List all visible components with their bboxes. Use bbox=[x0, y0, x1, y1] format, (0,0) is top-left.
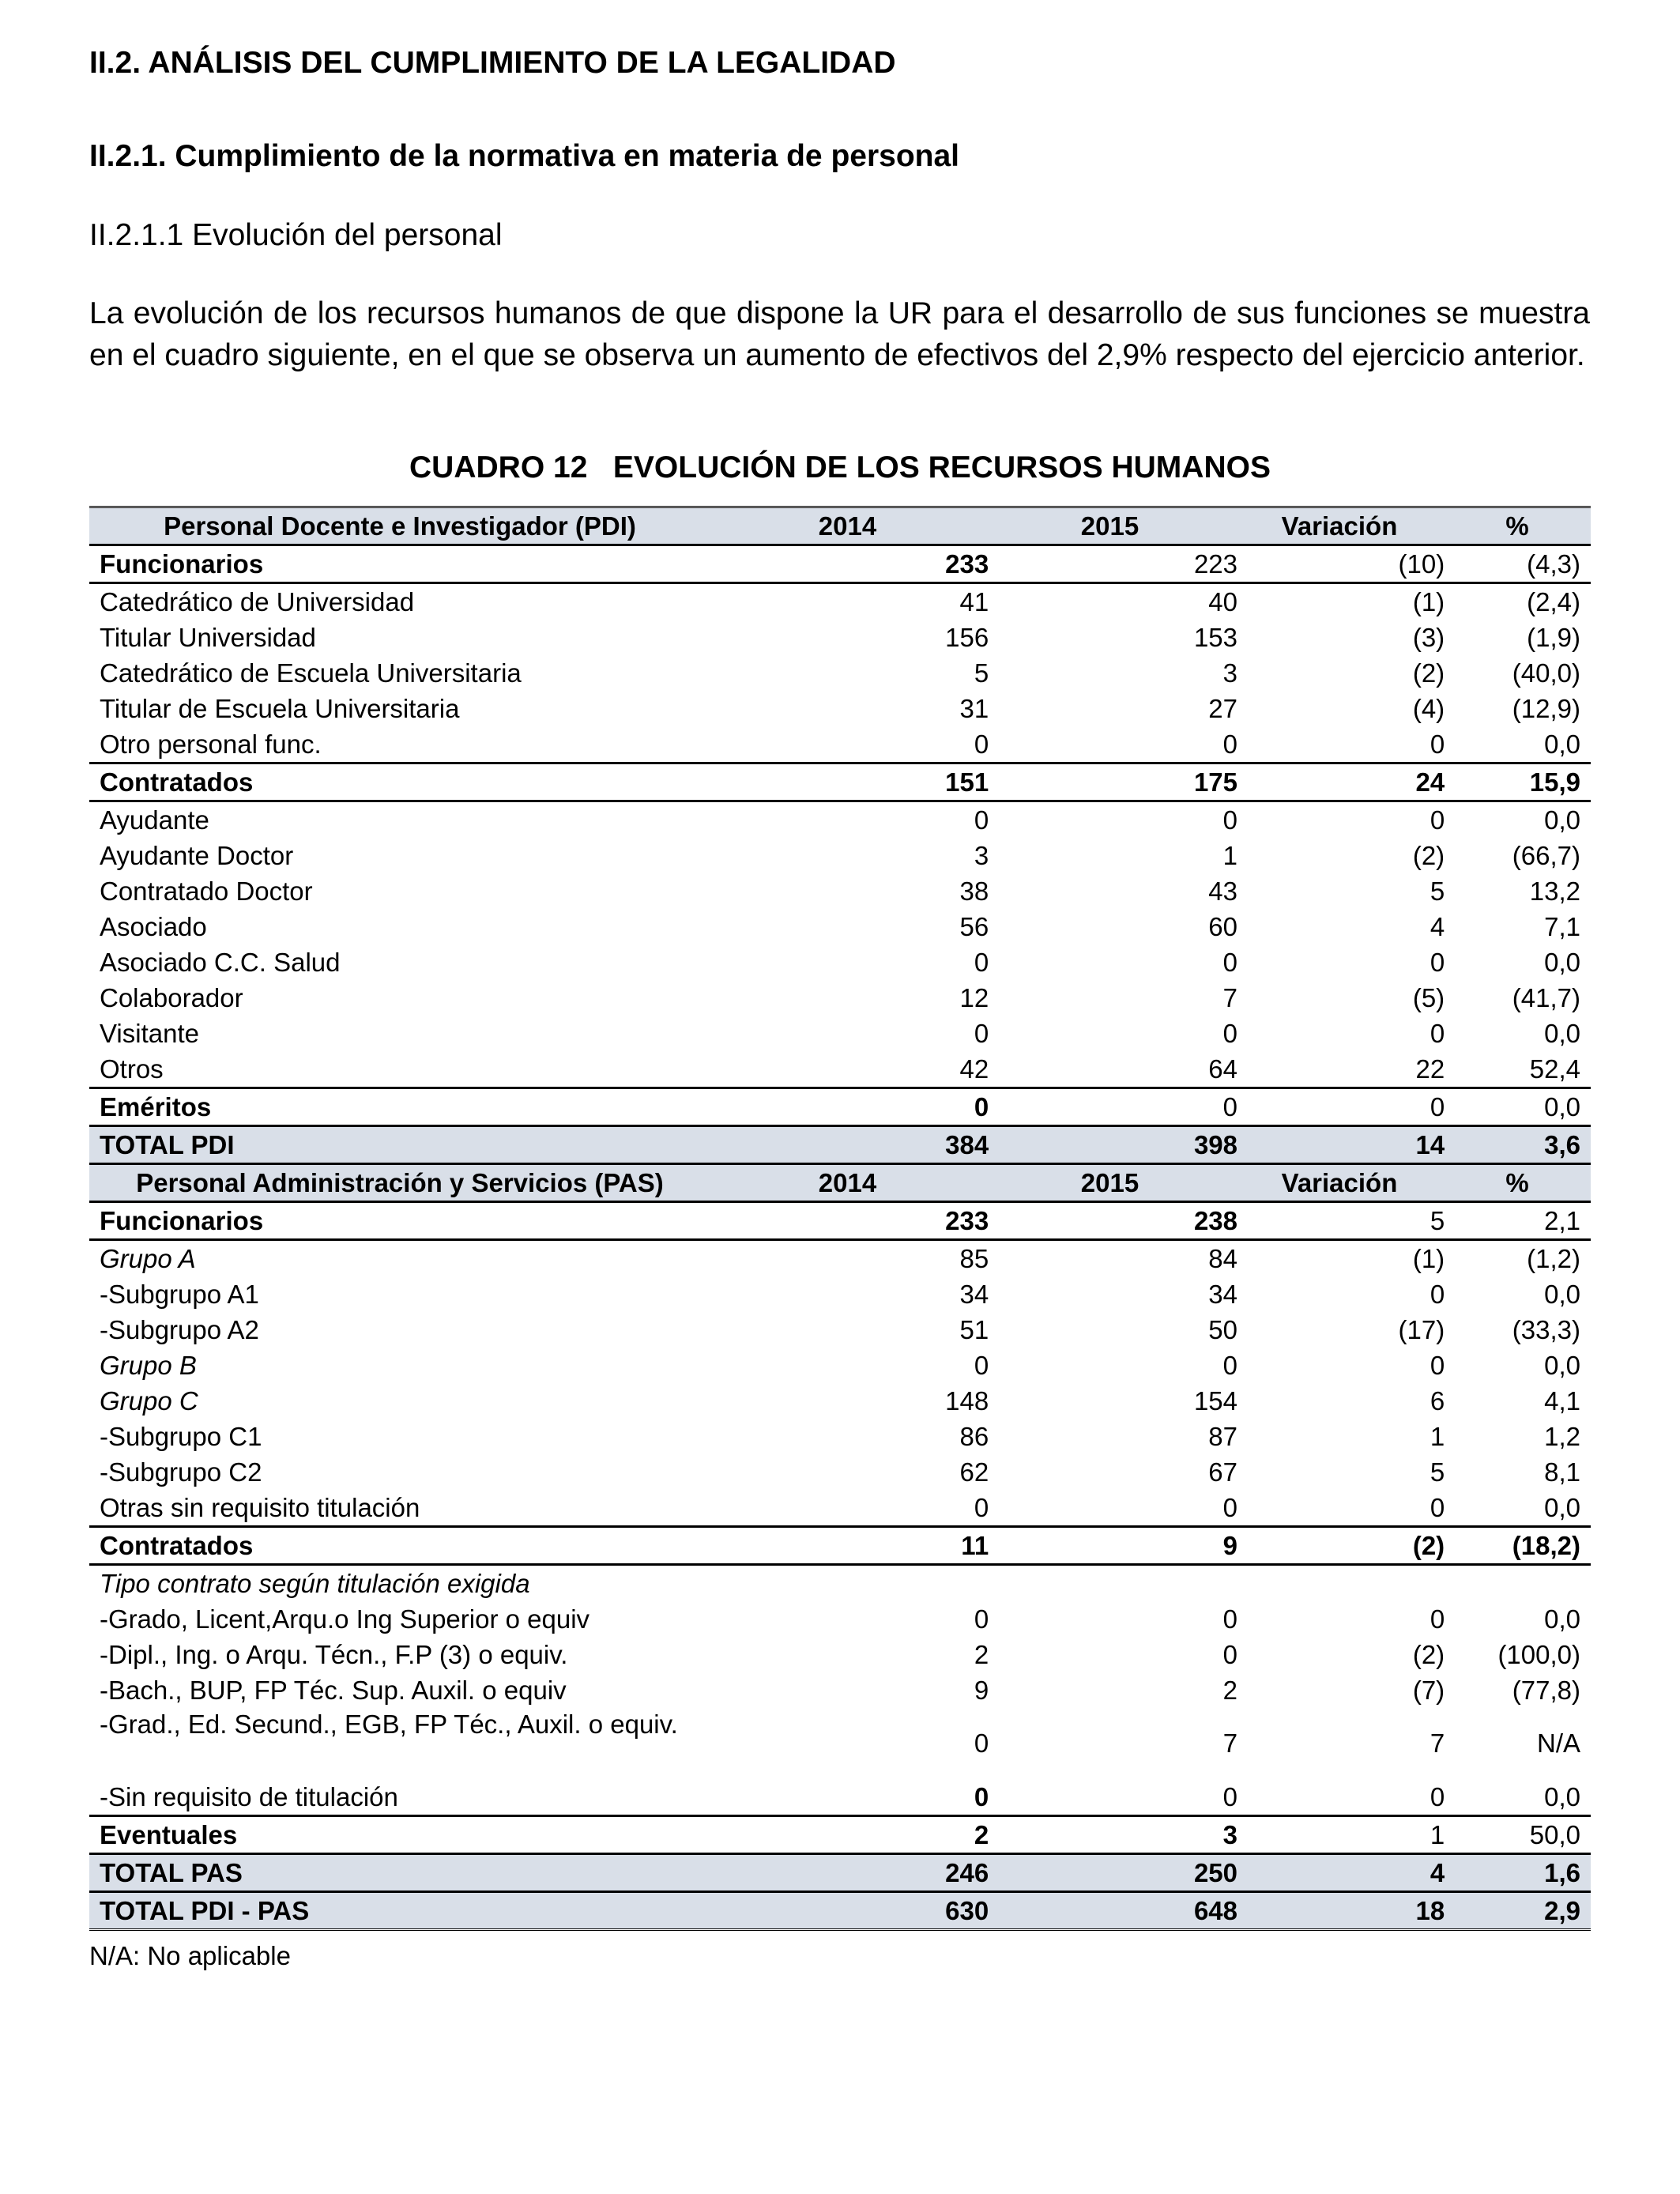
cell: 6 bbox=[1430, 1386, 1445, 1416]
cell: 151 bbox=[945, 767, 989, 797]
cell: 223 bbox=[1193, 549, 1237, 579]
cell: (5) bbox=[1412, 983, 1445, 1012]
cell: 0 bbox=[974, 1493, 989, 1522]
cell: 0 bbox=[1430, 805, 1445, 835]
hr-evolution-table bbox=[89, 506, 1591, 1931]
cell: (3) bbox=[1412, 623, 1445, 652]
cell: 0,0 bbox=[1544, 948, 1580, 977]
cell: 1,6 bbox=[1544, 1858, 1580, 1887]
table-row bbox=[89, 1490, 1591, 1525]
row-label: -Grado, Licent,Arqu.o Ing Superior o equiv bbox=[100, 1604, 590, 1634]
cell: 0 bbox=[974, 1092, 989, 1122]
cell: (2) bbox=[1412, 1531, 1445, 1560]
table-row bbox=[89, 1312, 1591, 1348]
cell: (7) bbox=[1412, 1676, 1445, 1705]
row-label: -Grad., Ed. Secund., EGB, FP Téc., Auxil. o equiv. bbox=[100, 1710, 678, 1739]
cell: 12 bbox=[959, 983, 989, 1012]
cell: 86 bbox=[959, 1422, 989, 1451]
cell: 14 bbox=[1415, 1130, 1445, 1159]
group-row bbox=[89, 1525, 1591, 1566]
cell: 1,2 bbox=[1544, 1422, 1580, 1451]
cell: (12,9) bbox=[1512, 694, 1580, 723]
table-row bbox=[89, 584, 1591, 620]
row-label: Contratados bbox=[100, 1531, 254, 1560]
cell: 0 bbox=[1430, 948, 1445, 977]
cell: 51 bbox=[959, 1315, 989, 1344]
row-label: -Subgrupo A2 bbox=[100, 1315, 259, 1344]
cell: 7 bbox=[1430, 1728, 1445, 1758]
table-row bbox=[89, 1419, 1591, 1454]
cell: 64 bbox=[1208, 1054, 1237, 1084]
row-label: -Dipl., Ing. o Arqu. Técn., F.P (3) o equiv. bbox=[100, 1640, 568, 1669]
cell: (2,4) bbox=[1527, 587, 1580, 616]
cell: 156 bbox=[945, 623, 989, 652]
cell: 233 bbox=[945, 1206, 989, 1235]
cell: 7 bbox=[1222, 1728, 1238, 1758]
cell: 384 bbox=[945, 1130, 989, 1159]
row-label: Grupo C bbox=[100, 1386, 198, 1416]
cell: 2 bbox=[1222, 1676, 1237, 1705]
header-cell: 2015 bbox=[1080, 1168, 1139, 1197]
table-row bbox=[89, 1241, 1591, 1276]
row-label: Otro personal func. bbox=[100, 729, 322, 759]
cell: 0 bbox=[1430, 1019, 1445, 1048]
cell: 2 bbox=[974, 1640, 989, 1669]
row-label: -Bach., BUP, FP Téc. Sup. Auxil. o equiv bbox=[100, 1676, 567, 1705]
cell: 27 bbox=[1208, 694, 1237, 723]
cell: 34 bbox=[959, 1280, 989, 1309]
cell: 2,1 bbox=[1544, 1206, 1580, 1235]
total-row bbox=[89, 1127, 1591, 1163]
cell: 8,1 bbox=[1544, 1457, 1580, 1487]
row-label: Eméritos bbox=[100, 1092, 212, 1122]
header-cell: 2015 bbox=[1080, 511, 1139, 541]
cell: 0 bbox=[974, 948, 989, 977]
grand-total-row bbox=[89, 1891, 1591, 1928]
cell: 0,0 bbox=[1544, 729, 1580, 759]
contract-type-label: Tipo contrato según titulación exigida bbox=[100, 1569, 530, 1598]
cell: (4,3) bbox=[1527, 549, 1580, 579]
header-cell: 2014 bbox=[818, 511, 877, 541]
cell: 0 bbox=[1430, 729, 1445, 759]
cell: 250 bbox=[1193, 1858, 1237, 1887]
cell: 0,0 bbox=[1544, 1280, 1580, 1309]
cell: 398 bbox=[1193, 1130, 1237, 1159]
cell: 0 bbox=[974, 1604, 989, 1634]
cell: 0 bbox=[974, 1728, 989, 1758]
row-label: Catedrático de Escuela Universitaria bbox=[100, 658, 522, 688]
table-row bbox=[89, 1348, 1591, 1383]
table-row bbox=[89, 1566, 1591, 1601]
cell: 0 bbox=[1222, 1782, 1237, 1811]
cell: (2) bbox=[1412, 658, 1445, 688]
table-row bbox=[89, 726, 1591, 762]
cell: 4 bbox=[1430, 1858, 1445, 1887]
cell: 0 bbox=[1222, 1640, 1237, 1669]
group-row bbox=[89, 546, 1591, 584]
table-footnote: N/A: No aplicable bbox=[89, 1941, 291, 1970]
row-label: Eventuales bbox=[100, 1820, 238, 1849]
cell: 2,9 bbox=[1544, 1896, 1580, 1925]
cell: (2) bbox=[1412, 841, 1445, 870]
cell: 0 bbox=[974, 1351, 989, 1380]
cell: 42 bbox=[959, 1054, 989, 1084]
cell: 0 bbox=[1222, 1604, 1237, 1634]
cell: (100,0) bbox=[1497, 1640, 1580, 1669]
cell: (1) bbox=[1412, 587, 1445, 616]
cell: 0,0 bbox=[1544, 1019, 1580, 1048]
row-label: Visitante bbox=[100, 1019, 199, 1048]
header-cell: Variación bbox=[1281, 1168, 1398, 1197]
cell: 0 bbox=[1222, 1092, 1237, 1122]
header-cell: Personal Administración y Servicios (PAS) bbox=[136, 1168, 664, 1197]
group-row bbox=[89, 1203, 1591, 1241]
cell: 233 bbox=[945, 549, 989, 579]
cell: 50,0 bbox=[1529, 1820, 1580, 1849]
cell: 22 bbox=[1415, 1054, 1445, 1084]
cell: 0 bbox=[1430, 1351, 1445, 1380]
cell: 0,0 bbox=[1544, 1351, 1580, 1380]
cell: (1) bbox=[1412, 1244, 1445, 1273]
row-label: Ayudante bbox=[100, 805, 209, 835]
cell: 9 bbox=[974, 1676, 989, 1705]
cell: 238 bbox=[1193, 1206, 1237, 1235]
header-cell: Variación bbox=[1281, 511, 1398, 541]
section-heading: II.2. ANÁLISIS DEL CUMPLIMIENTO DE LA LEGALIDAD bbox=[89, 46, 896, 80]
cell: 0 bbox=[974, 805, 989, 835]
row-label: TOTAL PAS bbox=[100, 1858, 243, 1887]
cell: 0 bbox=[1430, 1604, 1445, 1634]
cell: (33,3) bbox=[1512, 1315, 1580, 1344]
row-label: -Sin requisito de titulación bbox=[100, 1782, 398, 1811]
row-label: Catedrático de Universidad bbox=[100, 587, 415, 616]
table-row bbox=[89, 1708, 1591, 1779]
cell: 648 bbox=[1193, 1896, 1237, 1925]
cell: 7,1 bbox=[1544, 912, 1580, 941]
row-label: Asociado C.C. Salud bbox=[100, 948, 341, 977]
cell: 0 bbox=[974, 729, 989, 759]
cell: 246 bbox=[945, 1858, 989, 1887]
table-row bbox=[89, 1383, 1591, 1419]
cell: 3 bbox=[1222, 1820, 1237, 1849]
cell: 40 bbox=[1208, 587, 1237, 616]
cell: 52,4 bbox=[1529, 1054, 1580, 1084]
cell: 41 bbox=[959, 587, 989, 616]
pas-header-row bbox=[89, 1163, 1591, 1203]
cell: 0 bbox=[1222, 805, 1237, 835]
row-label: Asociado bbox=[100, 912, 207, 941]
row-label: TOTAL PDI - PAS bbox=[100, 1896, 310, 1925]
cell: 5 bbox=[974, 658, 989, 688]
cell: 153 bbox=[1193, 623, 1237, 652]
cell: N/A bbox=[1536, 1728, 1580, 1758]
row-label: Ayudante Doctor bbox=[100, 841, 294, 870]
cell: 56 bbox=[959, 912, 989, 941]
row-label: Colaborador bbox=[100, 983, 243, 1012]
row-label: Funcionarios bbox=[100, 1206, 264, 1235]
cell: 0 bbox=[1222, 1493, 1237, 1522]
cell: (77,8) bbox=[1512, 1676, 1580, 1705]
cell: 87 bbox=[1208, 1422, 1237, 1451]
cell: 5 bbox=[1430, 1206, 1445, 1235]
cell: 0 bbox=[974, 1782, 989, 1811]
cell: 2 bbox=[974, 1820, 989, 1849]
table-row bbox=[89, 1051, 1591, 1087]
table-row bbox=[89, 802, 1591, 838]
row-label: Otros bbox=[100, 1054, 164, 1084]
cell: (1,2) bbox=[1527, 1244, 1580, 1273]
cell: 0,0 bbox=[1544, 1604, 1580, 1634]
cell: 38 bbox=[959, 876, 989, 906]
row-label: -Subgrupo C2 bbox=[100, 1457, 262, 1487]
cell: 3,6 bbox=[1544, 1130, 1580, 1159]
cell: 15,9 bbox=[1529, 767, 1580, 797]
cell: 24 bbox=[1415, 767, 1445, 797]
cell: (41,7) bbox=[1512, 983, 1580, 1012]
cell: 0,0 bbox=[1544, 1782, 1580, 1811]
table-row bbox=[89, 909, 1591, 944]
table-row bbox=[89, 1454, 1591, 1490]
row-label: Titular Universidad bbox=[100, 623, 316, 652]
cell: 0 bbox=[1222, 729, 1237, 759]
total-row bbox=[89, 1855, 1591, 1891]
header-cell: % bbox=[1505, 511, 1529, 541]
row-label: Contratado Doctor bbox=[100, 876, 313, 906]
cell: 18 bbox=[1415, 1896, 1445, 1925]
table-row bbox=[89, 980, 1591, 1016]
table-row bbox=[89, 1779, 1591, 1815]
cell: (4) bbox=[1412, 694, 1445, 723]
cell: 0,0 bbox=[1544, 1092, 1580, 1122]
cell: 0 bbox=[1222, 1019, 1237, 1048]
cell: 7 bbox=[1222, 983, 1237, 1012]
cell: 175 bbox=[1193, 767, 1237, 797]
row-label: Contratados bbox=[100, 767, 254, 797]
cell: 50 bbox=[1208, 1315, 1237, 1344]
table-row bbox=[89, 1276, 1591, 1312]
cell: 11 bbox=[961, 1531, 989, 1560]
header-cell: % bbox=[1505, 1168, 1529, 1197]
cell: 31 bbox=[959, 694, 989, 723]
table-row bbox=[89, 838, 1591, 873]
cell: 1 bbox=[1430, 1820, 1445, 1849]
cell: 0 bbox=[1430, 1280, 1445, 1309]
subsection-heading: II.2.1. Cumplimiento de la normativa en materia de personal bbox=[89, 139, 959, 173]
table-row bbox=[89, 873, 1591, 909]
row-label: Grupo B bbox=[100, 1351, 197, 1380]
table-row bbox=[89, 655, 1591, 691]
cell: (10) bbox=[1398, 549, 1445, 579]
table-row bbox=[89, 944, 1591, 980]
subsubsection-heading: II.2.1.1 Evolución del personal bbox=[89, 218, 503, 252]
cell: 13,2 bbox=[1529, 876, 1580, 906]
cell: 1 bbox=[1222, 841, 1237, 870]
cell: 0,0 bbox=[1544, 1493, 1580, 1522]
cell: 630 bbox=[945, 1896, 989, 1925]
cell: 0 bbox=[1430, 1782, 1445, 1811]
cell: 154 bbox=[1193, 1386, 1237, 1416]
row-label: -Subgrupo C1 bbox=[100, 1422, 262, 1451]
cell: 3 bbox=[1222, 658, 1237, 688]
cell: 62 bbox=[959, 1457, 989, 1487]
cell: 5 bbox=[1430, 876, 1445, 906]
cell: (2) bbox=[1412, 1640, 1445, 1669]
table-row bbox=[89, 620, 1591, 655]
cell: 0,0 bbox=[1544, 805, 1580, 835]
table-row bbox=[89, 691, 1591, 726]
table-caption: CUADRO 12 EVOLUCIÓN DE LOS RECURSOS HUMANOS bbox=[409, 450, 1271, 484]
cell: 148 bbox=[945, 1386, 989, 1416]
cell: 0 bbox=[974, 1019, 989, 1048]
pdi-header-row bbox=[89, 508, 1591, 546]
cell: 0 bbox=[1430, 1493, 1445, 1522]
group-row bbox=[89, 1815, 1591, 1855]
table-row bbox=[89, 1672, 1591, 1708]
cell: 1 bbox=[1430, 1422, 1445, 1451]
header-cell: Personal Docente e Investigador (PDI) bbox=[164, 511, 636, 541]
group-row bbox=[89, 762, 1591, 802]
table-row bbox=[89, 1601, 1591, 1637]
cell: 85 bbox=[959, 1244, 989, 1273]
cell: 0 bbox=[1222, 1351, 1237, 1380]
cell: 0 bbox=[1222, 948, 1237, 977]
intro-paragraph: La evolución de los recursos humanos de que dispone la UR para el desarrollo de sus funciones se muestra en el cuadro siguiente, en el que se observa un aumento de efectivos del 2,9% respecto del ejercicio anterior. bbox=[89, 296, 1590, 372]
cell: 34 bbox=[1208, 1280, 1237, 1309]
cell: 0 bbox=[1430, 1092, 1445, 1122]
cell: (18,2) bbox=[1512, 1531, 1580, 1560]
cell: 9 bbox=[1222, 1531, 1237, 1560]
cell: 4 bbox=[1430, 912, 1445, 941]
header-cell: 2014 bbox=[818, 1168, 877, 1197]
cell: 43 bbox=[1208, 876, 1237, 906]
cell: (1,9) bbox=[1527, 623, 1580, 652]
row-label: Grupo A bbox=[100, 1244, 196, 1273]
table-row bbox=[89, 1637, 1591, 1672]
cell: 3 bbox=[974, 841, 989, 870]
cell: (17) bbox=[1398, 1315, 1445, 1344]
row-label: Titular de Escuela Universitaria bbox=[100, 694, 460, 723]
row-label: Otras sin requisito titulación bbox=[100, 1493, 420, 1522]
cell: (40,0) bbox=[1512, 658, 1580, 688]
row-label: Funcionarios bbox=[100, 549, 264, 579]
row-label: TOTAL PDI bbox=[100, 1130, 235, 1159]
group-row bbox=[89, 1087, 1591, 1127]
cell: 5 bbox=[1430, 1457, 1445, 1487]
cell: 4,1 bbox=[1544, 1386, 1580, 1416]
row-label: -Subgrupo A1 bbox=[100, 1280, 259, 1309]
cell: 84 bbox=[1208, 1244, 1237, 1273]
cell: (66,7) bbox=[1512, 841, 1580, 870]
table-row bbox=[89, 1016, 1591, 1051]
cell: 67 bbox=[1208, 1457, 1237, 1487]
cell: 60 bbox=[1208, 912, 1237, 941]
